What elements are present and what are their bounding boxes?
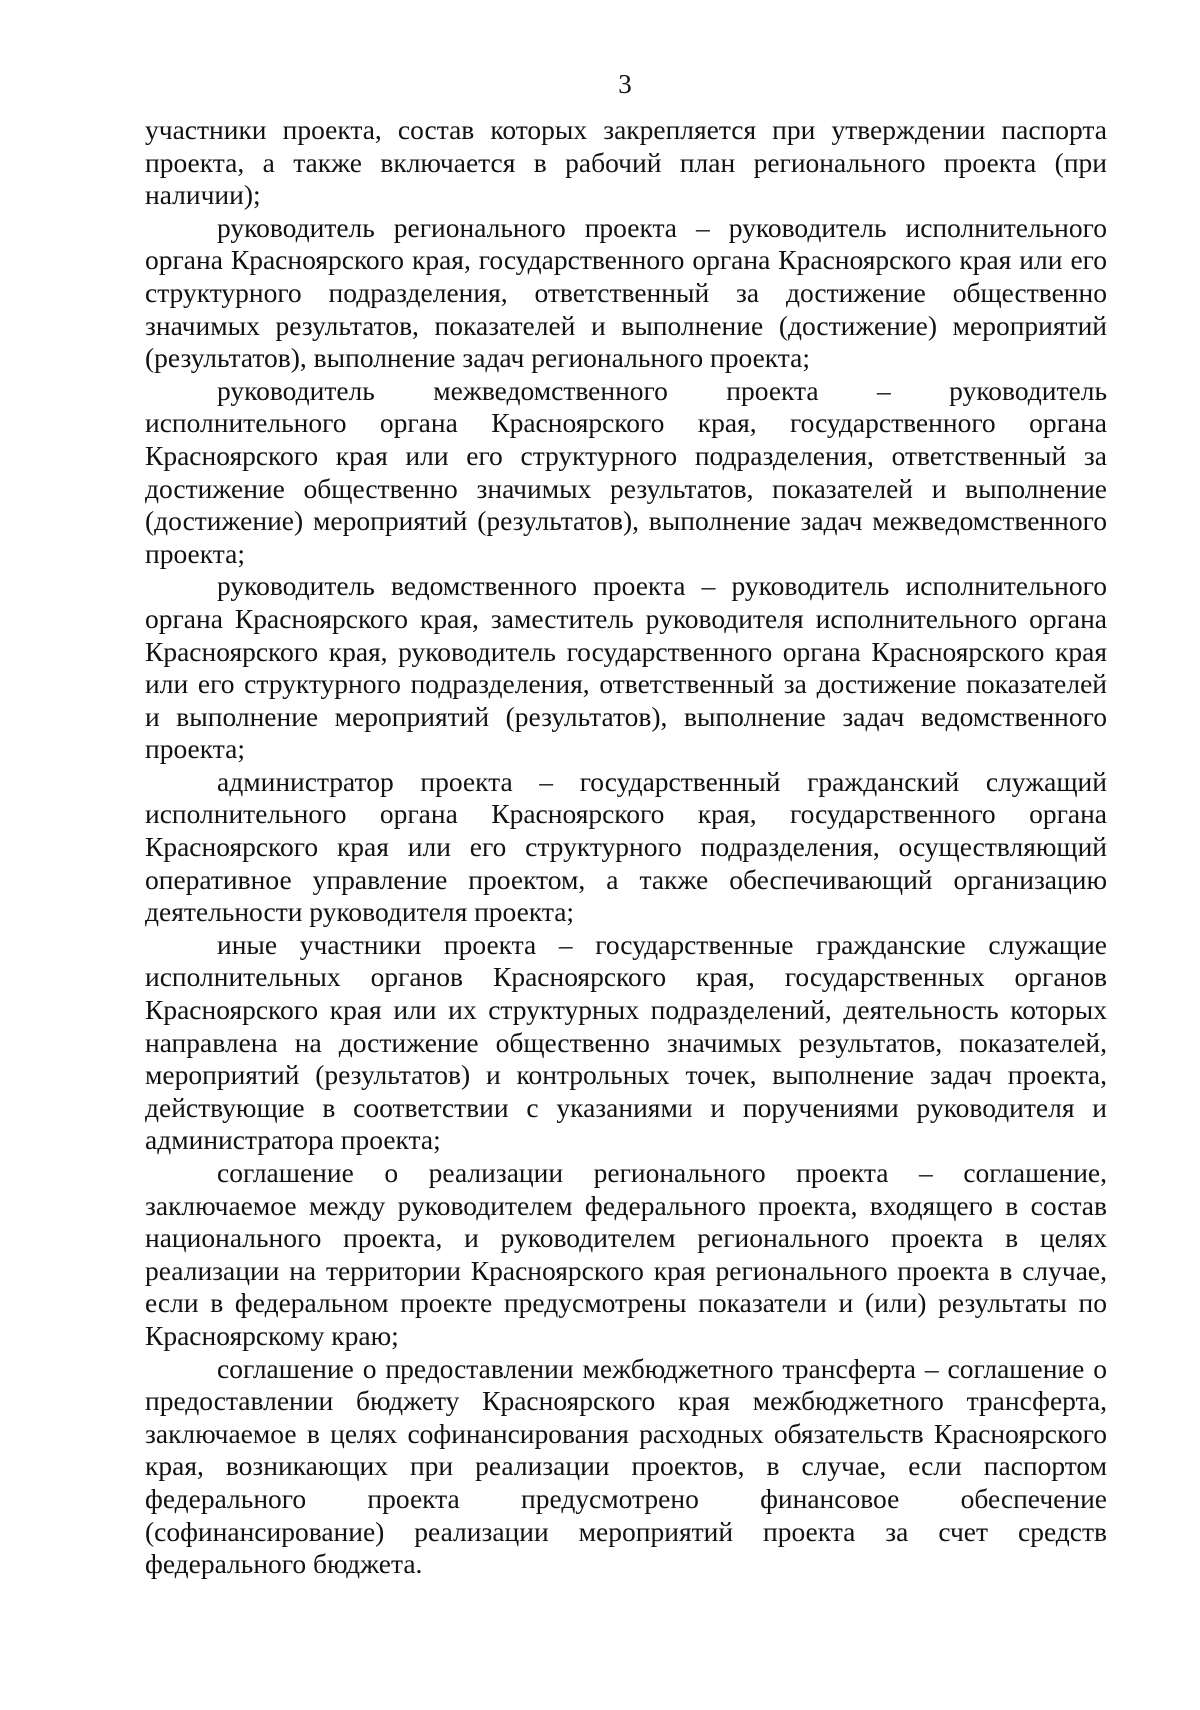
paragraph-participants-continuation: участники проекта, состав которых закрепляется при утверждении паспорта проекта, а также включается в рабочий план регионального проекта (при наличии); [145,114,1107,211]
paragraph-interbudget-transfer-agreement: соглашение о предоставлении межбюджетного трансферта – соглашение о предоставлении бюджету Красноярского края межбюджетного трансферта, заключаемое в целях софинансирования расходных обязательств Красноярского края, возникающих при реализации проектов, в случае, если паспортом федерального проекта предусмотрено финансовое обеспечение (софинансирование) реализации мероприятий проекта за счет средств федерального бюджета. [145,1352,1107,1580]
paragraph-departmental-project-head: руководитель ведомственного проекта – руководитель исполнительного органа Красноярского края, заместитель руководителя исполнительного органа Красноярского края, руководитель государственного органа Красноярского края или его структурного подразделения, ответственный за достижение показателей и выполнение мероприятий (результатов), выполнение задач ведомственного проекта; [145,570,1107,765]
page-number: 3 [618,69,632,99]
paragraph-regional-project-agreement: соглашение о реализации регионального проекта – соглашение, заключаемое между руководителем федерального проекта, входящего в состав национального проекта, и руководителем регионального проекта в целях реализации на территории Красноярского края регионального проекта в случае, если в федеральном проекте предусмотрены показатели и (или) результаты по Красноярскому краю; [145,1157,1107,1351]
paragraph-interdepartmental-project-head: руководитель межведомственного проекта – руководитель исполнительного органа Красноярского края, государственного органа Красноярского края или его структурного подразделения, ответственный за достижение общественно значимых результатов, показателей и выполнение (достижение) мероприятий (результатов), выполнение задач межведомственного проекта; [145,374,1107,569]
document-body [145,114,1107,1581]
paragraph-project-administrator: администратор проекта – государственный гражданский служащий исполнительного органа Красноярского края, государственного органа Красноярского края или его структурного подразделения, осуществляющий оперативное управление проектом, а также обеспечивающий организацию деятельности руководителя проекта; [145,765,1107,928]
paragraph-other-participants: иные участники проекта – государственные гражданские служащие исполнительных органов Красноярского края, государственных органов Красноярского края или их структурных подразделений, деятельность которых направлена на достижение общественно значимых результатов, показателей, мероприятий (результатов) и контрольных точек, выполнение задач проекта, действующие в соответствии с указаниями и поручениями руководителя и администратора проекта; [145,928,1107,1156]
paragraph-regional-project-head: руководитель регионального проекта – руководитель исполнительного органа Красноярского края, государственного органа Красноярского края или его структурного подразделения, ответственный за достижение общественно значимых результатов, показателей и выполнение (достижение) мероприятий (результатов), выполнение задач регионального проекта; [145,211,1107,374]
